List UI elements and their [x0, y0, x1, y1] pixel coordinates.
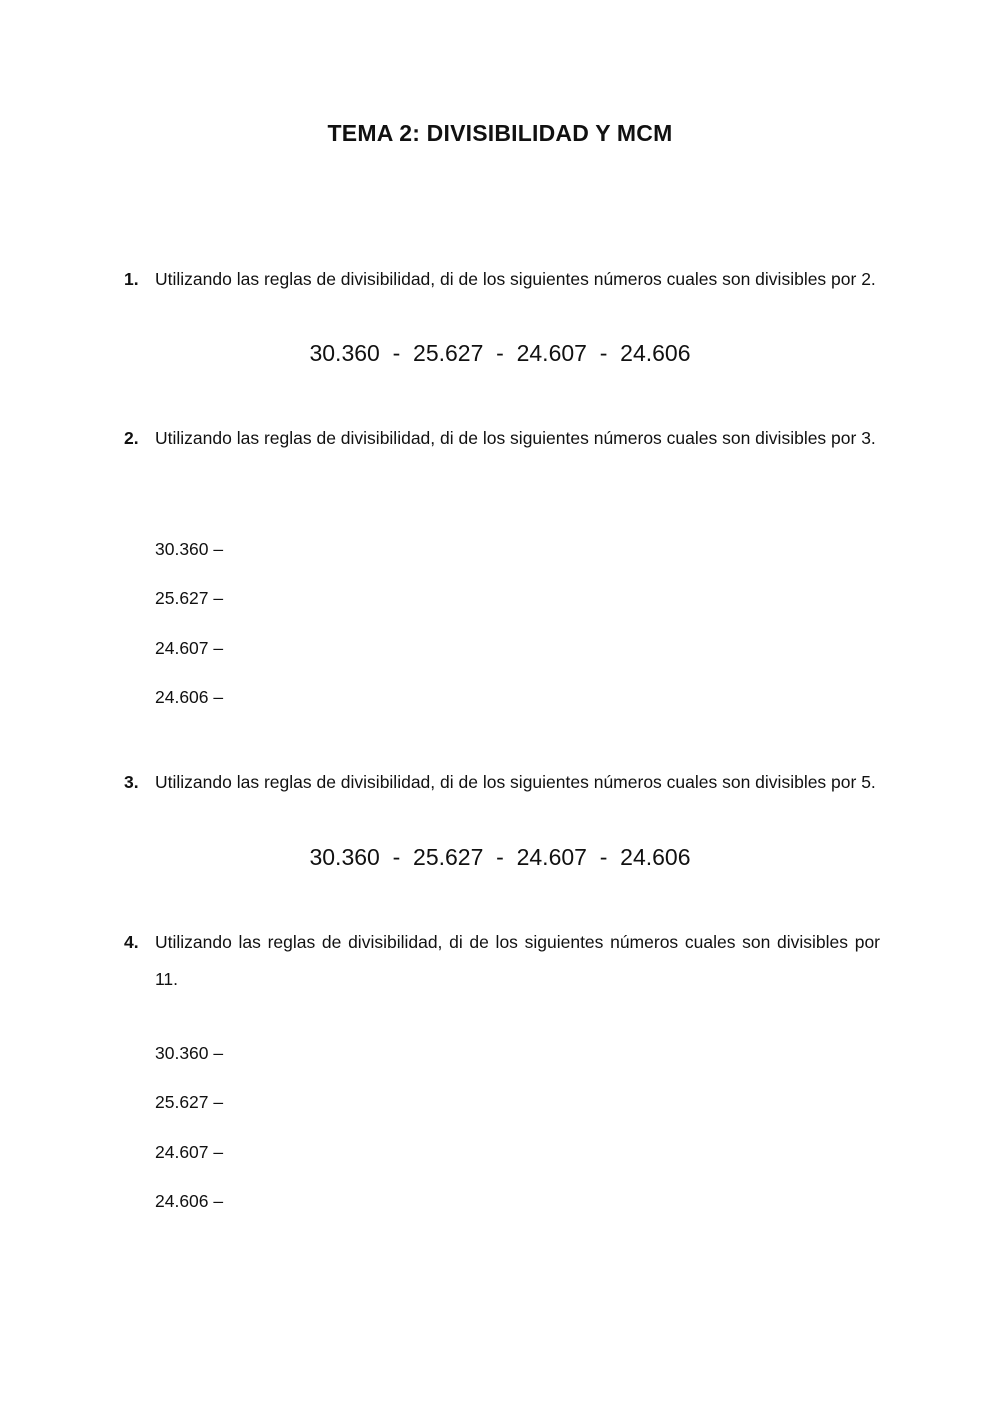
answer-list-2 — [155, 537, 223, 734]
question-4 — [124, 924, 880, 998]
question-number: 4. — [124, 932, 139, 952]
page-title: TEMA 2: DIVISIBILIDAD Y MCM — [327, 120, 673, 146]
question-number: 2. — [124, 428, 139, 448]
question-1 — [124, 261, 880, 298]
question-text: Utilizando las reglas de divisibilidad, di de los siguientes números cuales son divisibles por 3. — [155, 428, 876, 448]
question-number: 1. — [124, 269, 139, 289]
answer-line: 24.606 – — [155, 1190, 224, 1211]
question-3 — [124, 764, 880, 801]
answer-line: 30.360 – — [155, 539, 224, 559]
answer-line: 24.607 – — [155, 637, 224, 658]
answer-line: 25.627 – — [155, 588, 224, 609]
numbers-line-3: 30.360 - 25.627 - 24.607 - 24.606 — [309, 844, 691, 870]
question-text: Utilizando las reglas de divisibilidad, di de los siguientes números cuales son divisibles por 2. — [155, 269, 876, 289]
answer-line: 24.607 – — [155, 1141, 224, 1162]
answer-line: 30.360 – — [155, 1043, 224, 1063]
numbers-line-1: 30.360 - 25.627 - 24.607 - 24.606 — [309, 340, 691, 366]
answer-list-4 — [155, 1041, 223, 1238]
question-text: Utilizando las reglas de divisibilidad, di de los siguientes números cuales son divisibles por 5. — [155, 772, 876, 792]
question-text: Utilizando las reglas de divisibilidad, di de los siguientes números cuales son divisibles por 11. — [155, 932, 880, 989]
answer-line: 24.606 – — [155, 686, 224, 707]
question-number: 3. — [124, 772, 139, 792]
question-2 — [124, 420, 880, 457]
answer-line: 25.627 – — [155, 1092, 224, 1113]
